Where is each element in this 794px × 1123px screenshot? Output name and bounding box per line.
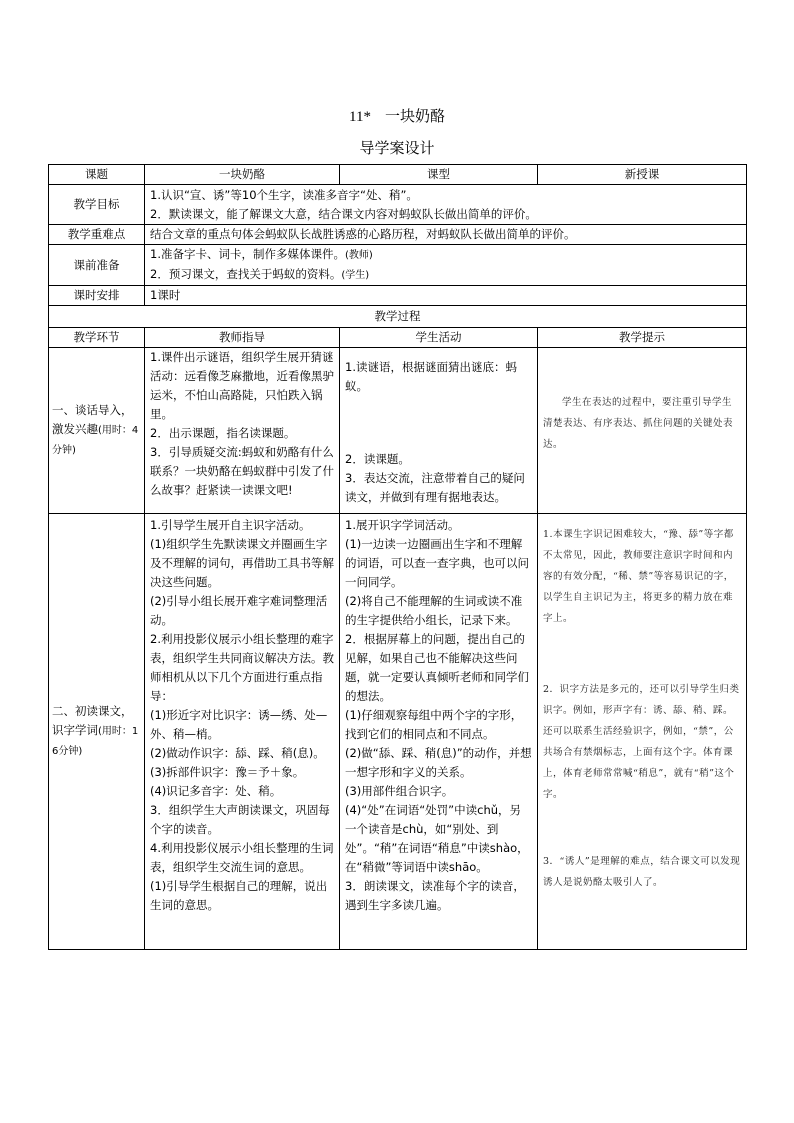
hint-item: 2．识字方法是多元的，还可以引导学生归类识字。例如，形声字有：诱、舔、稍、踩。还可以联系生活经验识字，例如，“禁”，公共场合有禁烟标志，上面有这个字。体育课上，体育老师常常喊“稍息”，就有“稍”这个字。 bbox=[543, 684, 740, 800]
stage-time: (用时：4分钟) bbox=[52, 425, 139, 456]
teacher-step: (3)拆部件识字：豫＝予＋象。 bbox=[150, 765, 305, 779]
student-activity bbox=[340, 348, 538, 514]
process-row-reading bbox=[49, 514, 747, 950]
teacher-step: 4.利用投影仪展示小组长整理的生词表，组织学生交流生词的意思。 bbox=[150, 841, 334, 874]
column-header: 教学提示 bbox=[538, 328, 747, 348]
type-value: 新授课 bbox=[538, 165, 747, 185]
hint-item: 学生在表达的过程中，要注重引导学生清楚表达、有序表达、抓住问题的关键处表达。 bbox=[543, 397, 734, 450]
teacher-step: (1)组织学生先默读课文并圈画生字及不理解的词句，再借助工具书等解决这些问题。 bbox=[150, 537, 334, 589]
stage-cell bbox=[49, 348, 145, 514]
prep-label: 课前准备 bbox=[49, 245, 145, 286]
process-row-intro bbox=[49, 348, 747, 514]
teaching-hints bbox=[538, 348, 747, 514]
teacher-guidance bbox=[145, 514, 340, 950]
student-step: 2．读课题。 bbox=[345, 452, 410, 466]
student-step: 1.读谜语，根据谜面猜出谜底：蚂蚁。 bbox=[345, 360, 517, 393]
teacher-step: (2)引导小组长展开难字难词整理活动。 bbox=[150, 594, 328, 627]
student-activity bbox=[340, 514, 538, 950]
key-row bbox=[49, 225, 747, 245]
lesson-number: 11* bbox=[349, 109, 371, 125]
type-label: 课型 bbox=[340, 165, 538, 185]
student-step: 3．表达交流，注意带着自己的疑问读文，并做到有理有据地表达。 bbox=[345, 471, 525, 504]
stage-cell bbox=[49, 514, 145, 950]
goal-item: 1.认识“宣、诱”等10个生字，读准多音字“处、稍”。 bbox=[150, 187, 418, 202]
prep-content bbox=[145, 245, 747, 286]
student-step: (3)用部件组合识字。 bbox=[345, 784, 454, 798]
stage-time: (用时：16分钟) bbox=[52, 726, 139, 757]
teacher-step: 1.课件出示谜语，组织学生展开猜谜活动：远看像芝麻撒地，近看像黑驴运米，不怕山高路陡，只怕跌入锅里。 bbox=[150, 350, 334, 421]
goal-item: 2．默读课文，能了解课文大意，结合课文内容对蚂蚁队长做出简单的评价。 bbox=[150, 206, 537, 221]
teacher-step: (4)识记多音字：处、稍。 bbox=[150, 784, 282, 798]
lesson-title bbox=[0, 106, 794, 127]
hours-value: 1课时 bbox=[145, 286, 747, 306]
hint-item: 1.本课生字识记困难较大，“豫、舔”等字都不太常见，因此，教师要注意识字时间和内容的有效分配，“稀、禁”等容易识记的字，以学生自主识记为主，将更多的精力放在难字上。 bbox=[543, 529, 734, 624]
hint-item: 3．“诱人”是理解的难点，结合课文可以发现诱人是说奶酪太吸引人了。 bbox=[543, 856, 741, 888]
key-label: 教学重难点 bbox=[49, 225, 145, 245]
student-step: 2．根据屏幕上的问题，提出自己的见解，如果自己也不能解决这些问题，就一定要认真倾听老师和同学们的想法。 bbox=[345, 632, 529, 703]
teacher-step: (2)做动作识字：舔、踩、稍(息)。 bbox=[150, 746, 325, 760]
column-header: 教学环节 bbox=[49, 328, 145, 348]
goal-label: 教学目标 bbox=[49, 185, 145, 225]
hours-label: 课时安排 bbox=[49, 286, 145, 306]
teacher-step: (1)引导学生根据自己的理解，说出生词的意思。 bbox=[150, 879, 328, 912]
process-heading: 教学过程 bbox=[49, 306, 747, 328]
student-step: (4)“处”在词语“处罚”中读chǔ，另一个读音是chù，如“别处、到处”。“稍”在词语“稍息”中读shào，在“稍微”等词语中读shāo。 bbox=[345, 803, 529, 874]
prep-item: 1.准备字卡、词卡，制作多媒体课件。(教师) bbox=[150, 247, 373, 261]
teacher-guidance bbox=[145, 348, 340, 514]
student-step: 3．朗读课文，读准每个字的读音，遇到生字多读几遍。 bbox=[345, 879, 525, 912]
student-step: (2)将自己不能理解的生词或读不准的生字提供给小组长，记录下来。 bbox=[345, 594, 523, 627]
student-step: (1)一边读一边圈画出生字和不理解的词语，可以查一查字典，也可以问一问同学。 bbox=[345, 537, 529, 589]
process-heading-row bbox=[49, 306, 747, 328]
topic-label: 课题 bbox=[49, 165, 145, 185]
hours-row bbox=[49, 286, 747, 306]
goal-content bbox=[145, 185, 747, 225]
teacher-step: 2.利用投影仪展示小组长整理的难字表，组织学生共同商议解决方法。教师相机从以下几个方面进行重点指导： bbox=[150, 632, 334, 703]
lesson-name: 一块奶酪 bbox=[384, 107, 445, 125]
teacher-step: 1.引导学生展开自主识字活动。 bbox=[150, 518, 311, 532]
lesson-plan-table bbox=[48, 164, 747, 950]
topic-row bbox=[49, 165, 747, 185]
column-header: 学生活动 bbox=[340, 328, 538, 348]
student-step: (2)做“舔、踩、稍(息)”的动作，并想一想字形和字义的关系。 bbox=[345, 746, 532, 779]
teaching-hints bbox=[538, 514, 747, 950]
column-header: 教师指导 bbox=[145, 328, 340, 348]
stage-name: 一、谈话导入，激发兴趣 bbox=[52, 403, 133, 436]
prep-row bbox=[49, 245, 747, 286]
student-step: 1.展开识字学词活动。 bbox=[345, 518, 460, 532]
document-subtitle: 导学案设计 bbox=[359, 139, 435, 157]
teacher-step: (1)形近字对比识字：诱—绣、处—外、稍—梢。 bbox=[150, 708, 328, 741]
goal-row bbox=[49, 185, 747, 225]
prep-item: 2．预习课文，查找关于蚂蚁的资料。(学生) bbox=[150, 267, 370, 281]
teacher-step: 3．组织学生大声朗读课文，巩固每个字的读音。 bbox=[150, 803, 330, 836]
teacher-step: 3．引导质疑交流:蚂蚁和奶酪有什么联系？一块奶酪在蚂蚁群中引发了什么故事？赶紧读一读课文吧! bbox=[150, 445, 334, 497]
stage-name: 二、初读课文，识字学词 bbox=[52, 704, 133, 737]
teacher-step: 2．出示课题，指名读课题。 bbox=[150, 426, 296, 440]
topic-value: 一块奶酪 bbox=[145, 165, 340, 185]
key-value: 结合文章的重点句体会蚂蚁队长战胜诱惑的心路历程，对蚂蚁队长做出简单的评价。 bbox=[145, 225, 747, 245]
process-header-row bbox=[49, 328, 747, 348]
student-step: (1)仔细观察每组中两个字的字形，找到它们的相同点和不同点。 bbox=[345, 708, 523, 741]
